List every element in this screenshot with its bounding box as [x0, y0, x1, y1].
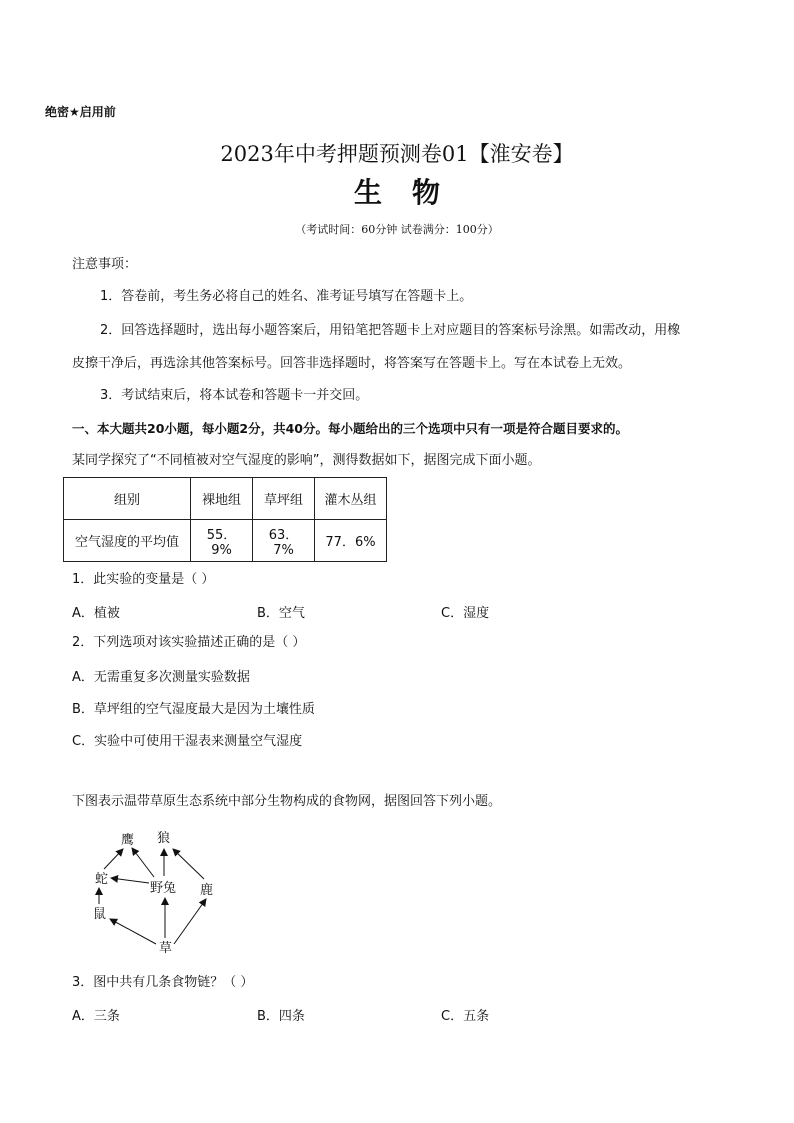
question-stem: 2．下列选项对该实验描述正确的是（ ）	[72, 635, 306, 650]
table-cell: 77．6%	[315, 520, 387, 562]
notes-heading: 注意事项：	[72, 257, 138, 272]
confidential-label: 绝密★启用前	[45, 105, 116, 119]
food-web-diagram	[80, 826, 240, 961]
arrow-grass-deer	[174, 899, 206, 944]
table-header-cell: 组别	[64, 478, 191, 520]
option-c: C．五条	[441, 1009, 490, 1024]
table-header-row	[64, 478, 387, 520]
table-cell: 63．7%	[253, 520, 315, 562]
table-header-cell: 灌木丛组	[315, 478, 387, 520]
subject-title: 生物	[353, 176, 470, 209]
table-header-cell: 裸地组	[191, 478, 253, 520]
option-a: A．三条	[72, 1009, 120, 1024]
option-b: B．四条	[257, 1009, 305, 1024]
arrow-snake-hawk	[104, 849, 123, 869]
humidity-table	[63, 477, 387, 562]
node-rabbit: 野兔	[150, 881, 177, 896]
node-wolf: 狼	[157, 831, 171, 846]
node-deer: 鹿	[200, 883, 214, 898]
option-a: A．无需重复多次测量实验数据	[72, 670, 250, 685]
option-b: B．空气	[257, 606, 305, 621]
node-mouse: 鼠	[93, 907, 107, 922]
note-item: 3．考试结束后，将本试卷和答题卡一并交回。	[100, 388, 369, 403]
section-heading: 一、本大题共20小题，每小题2分，共40分。每小题给出的三个选项中只有一项是符合题目要求的。	[72, 421, 628, 436]
arrow-rabbit-snake	[111, 878, 149, 883]
exam-title: 2023年中考押题预测卷01【淮安卷】	[220, 142, 574, 166]
table-header-cell: 草坪组	[253, 478, 315, 520]
table-cell: 空气湿度的平均值	[64, 520, 191, 562]
option-c: C．实验中可使用干湿表来测量空气湿度	[72, 734, 303, 749]
node-snake: 蛇	[95, 872, 109, 887]
arrow-grass-mouse	[110, 919, 156, 944]
option-b: B．草坪组的空气湿度最大是因为土壤性质	[72, 702, 315, 717]
table-row	[64, 520, 387, 562]
experiment-intro: 某同学探究了“不同植被对空气湿度的影响”，测得数据如下，据图完成下面小题。	[72, 453, 541, 468]
note-item: 1．答卷前，考生务必将自己的姓名、准考证号填写在答题卡上。	[100, 289, 473, 304]
node-grass: 草	[159, 941, 173, 956]
arrow-deer-wolf	[173, 849, 204, 879]
arrow-rabbit-hawk	[132, 848, 154, 877]
option-c: C．湿度	[441, 606, 490, 621]
note-item: 2．回答选择题时，选出每小题答案后，用铅笔把答题卡上对应题目的答案标号涂黑。如需改动，用橡	[100, 323, 681, 338]
option-a: A．植被	[72, 606, 120, 621]
table-cell: 55．9%	[191, 520, 253, 562]
question-stem: 3．图中共有几条食物链？（ ）	[72, 975, 254, 990]
node-hawk: 鹰	[121, 833, 135, 848]
question-stem: 1．此实验的变量是（ ）	[72, 572, 215, 587]
note-item: 皮擦干净后，再选涂其他答案标号。回答非选择题时，将答案写在答题卡上。写在本试卷上无效。	[72, 356, 632, 371]
exam-info: （考试时间：60分钟 试卷满分：100分）	[295, 223, 499, 236]
foodweb-intro: 下图表示温带草原生态系统中部分生物构成的食物网，据图回答下列小题。	[72, 794, 502, 809]
